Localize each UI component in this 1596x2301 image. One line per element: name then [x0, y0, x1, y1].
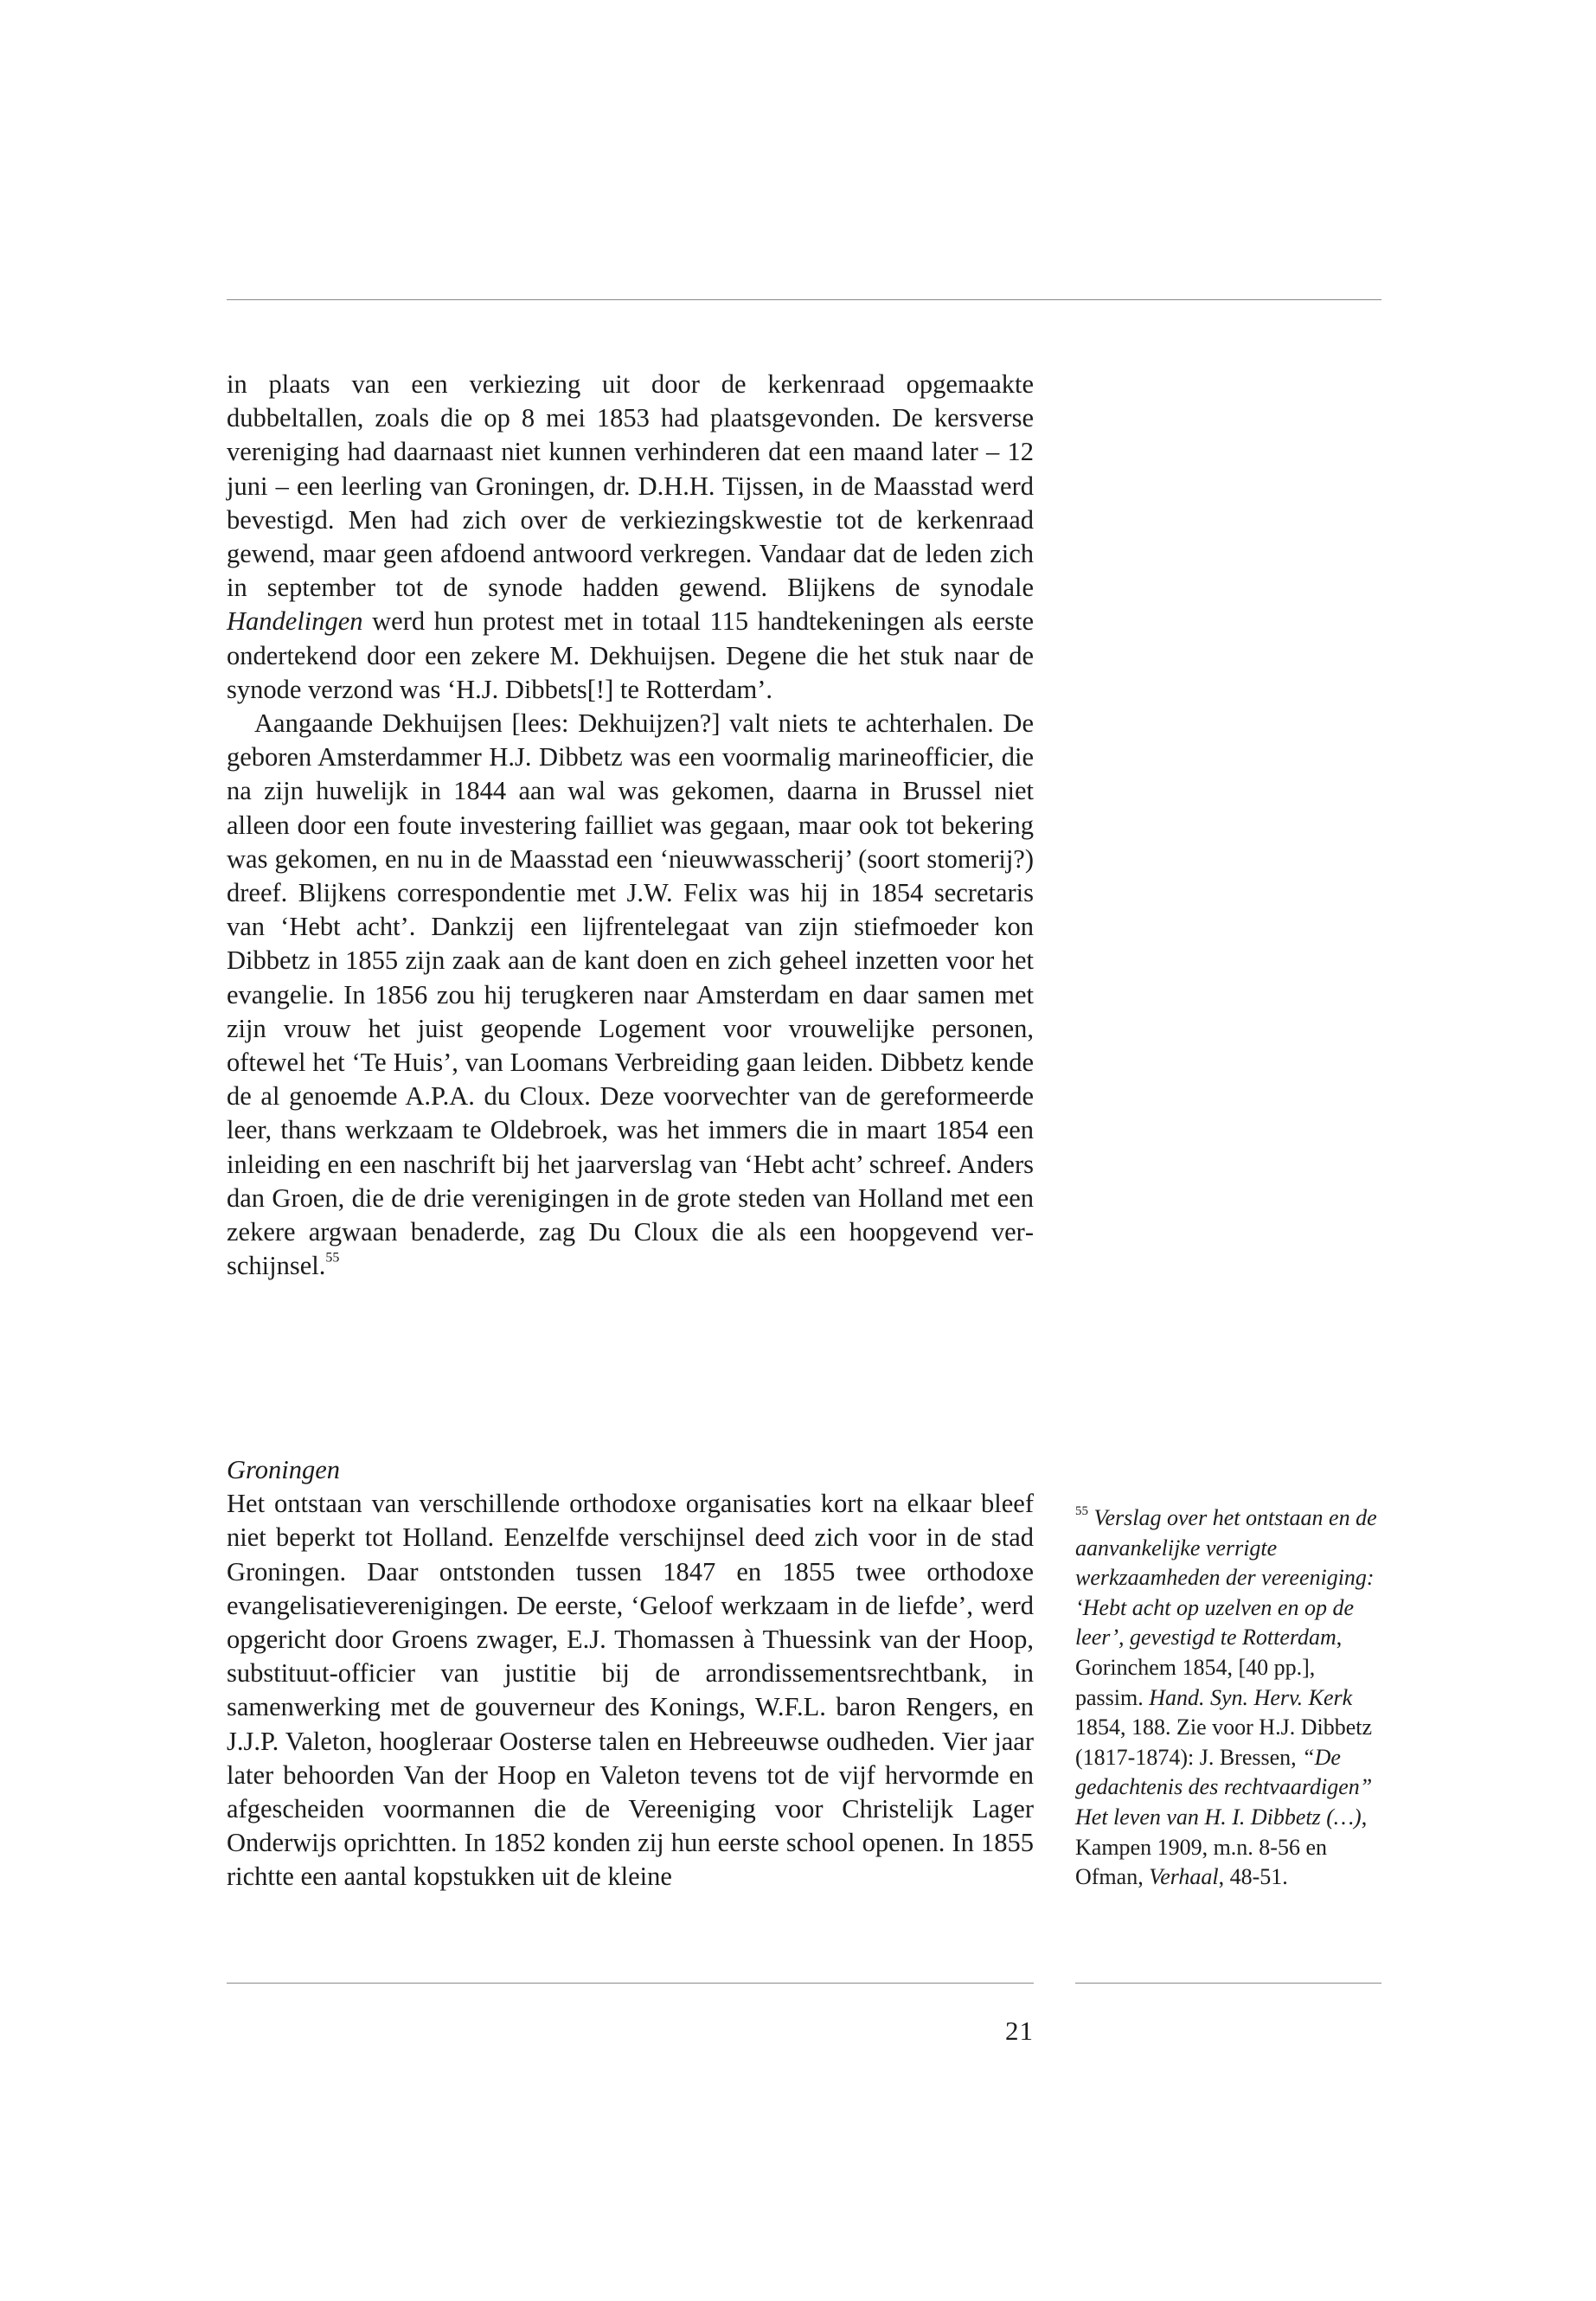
footnote-55: $^{55}$ Verslag over het ontstaan en de aanvankelijke verrigte werkzaamheden der vereeniging: ‘Hebt acht op uzelven en op de leer’, gevestigd te Rotterdam, Gorinchem 1854, [40 pp.], passim. Hand. Syn. Herv. Kerk 1854, 188. Zie voor H.J. Dibbetz (1817-1874): J. Bressen, “De gedachtenis des rechtvaardigen” Het leven van H. I. Dibbetz (…), Kampen 1909, m.n. 8-56 en Ofman, Verhaal, 48-51. [1075, 1504, 1377, 1890]
main-text-block-1 [227, 368, 1034, 1283]
paragraph-1: in plaats van een verkiezing uit door de kerkenraad opgemaakte dubbeltallen, zoals die op 8 mei 1853 had plaatsgevonden. De kersverse vereniging had daarnaast niet kunnen verhinderen dat een maand later – 12 juni – een leerling van Groningen, dr. D.H.H. Tijssen, in de Maasstad werd bevestigd. Men had zich over de verkiezingskwestie tot de kerkenraad gewend, maar geen afdoend antwoord verkregen. Vandaar dat de leden zich in september tot de synode hadden gewend. Blijkens de synodale Handelingen werd hun protest met in totaal 115 handtekeningen als eerste ondertekend door een zekere M. Dekhuijsen. Degene die het stuk naar de synode verzond was ‘H.J. Dibbets[!] te Rotterdam’. [227, 369, 1034, 704]
page-number: 21 [1005, 2016, 1034, 2046]
paragraph-2: Aangaande Dekhuijsen [lees: Dekhuijzen?] valt niets te achterhalen. De geboren Amsterdammer H.J. Dibbetz was een voormalig marineofficier, die na zijn huwelijk in 1844 aan wal was gekomen, daarna in Brussel niet alleen door een foute investering failliet was gegaan, maar ook tot bekering was gekomen, en nu in de Maasstad een ‘nieuwwasscherij’ (soort stomerij?) dreef. Blijkens correspondentie met J.W. Felix was hij in 1854 secretaris van ‘Hebt acht’. Dankzij een lijfrentelegaat van zijn stiefmoeder kon Dibbetz in 1855 zijn zaak aan de kant doen en zich geheel inzetten voor het evangelie. In 1856 zou hij terugkeren naar Amsterdam en daar samen met zijn vrouw het juist geopende Logement voor vrouwelijke personen, oftewel het ‘Te Huis’, van Loomans Verbreiding gaan leiden. Dibbetz kende de al genoemde A.P.A. du Cloux. Deze voorvechter van de gereformeerde leer, thans werkzaam te Oldebroek, was het immers die in maart 1854 een inleiding en een naschrift bij het jaarverslag van ‘Hebt acht’ schreef. Anders dan Groen, die de drie verenigingen in de grote steden van Holland met een zekere argwaan benaderde, zag Du Cloux die als een hoopgevend verschijnsel.$^{55}$ [227, 708, 1034, 1281]
bottom-rule-sidenote [1075, 1983, 1381, 1984]
footnote-number: 55 [1075, 1504, 1088, 1518]
top-rule [227, 299, 1381, 300]
paragraph-3: Het ontstaan van verschillende orthodoxe organisaties kort na elkaar bleef niet beperkt tot Holland. Eenzelfde verschijnsel deed zich voor in de stad Groningen. Daar ontstonden tussen 1847 en 1855 twee orthodoxe evangelisatieverenigingen. De eerste, ‘Geloof werkzaam in de liefde’, werd opgericht door Groens zwager, E.J. Thomassen à Thuessink van der Hoop, substituut-officier van justitie bij de arrondissementsrechtbank, in samenwerking met de gouverneur des Konings, W.F.L. baron Rengers, en J.J.P. Valeton, hoogleraar Oosterse talen en Hebreeuwse oudheden. Vier jaar later behoorden Van der Hoop en Valeton tevens tot de vijf hervormde en afgescheiden voormannen die de Vereeniging voor Christelijk Lager Onderwijs oprichtten. In 1852 konden zij hun eerste school openen. In 1855 richtte een aantal kopstukken uit de kleine [227, 1489, 1034, 1892]
section-heading: Groningen [227, 1455, 341, 1484]
main-text-block-2 [227, 1453, 1034, 1894]
footnote-reference[interactable]: 55 [325, 1250, 340, 1266]
bottom-rule-main [227, 1983, 1034, 1984]
